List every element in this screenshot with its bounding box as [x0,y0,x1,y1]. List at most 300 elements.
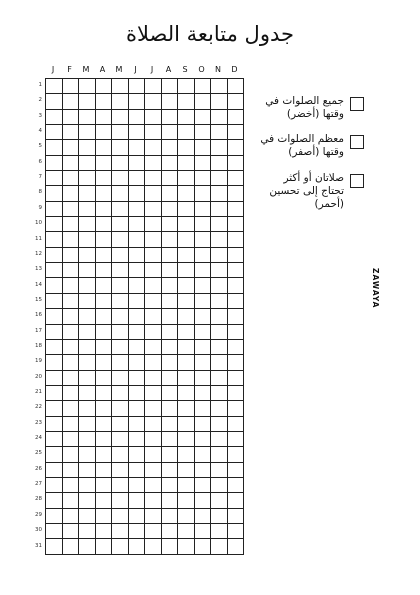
tracker-cell[interactable] [79,94,96,109]
tracker-cell[interactable] [145,171,162,186]
tracker-cell[interactable] [63,463,80,478]
tracker-cell[interactable] [79,371,96,386]
tracker-cell[interactable] [211,539,228,554]
tracker-cell[interactable] [195,202,212,217]
tracker-cell[interactable] [112,509,129,524]
tracker-cell[interactable] [63,417,80,432]
tracker-cell[interactable] [195,217,212,232]
tracker-cell[interactable] [211,217,228,232]
tracker-cell[interactable] [63,539,80,554]
tracker-cell[interactable] [129,294,146,309]
tracker-cell[interactable] [145,186,162,201]
tracker-cell[interactable] [63,79,80,94]
tracker-cell[interactable] [162,340,179,355]
tracker-cell[interactable] [46,248,63,263]
tracker-cell[interactable] [162,493,179,508]
tracker-cell[interactable] [228,248,245,263]
tracker-cell[interactable] [63,371,80,386]
tracker-cell[interactable] [79,447,96,462]
tracker-cell[interactable] [129,79,146,94]
tracker-cell[interactable] [63,524,80,539]
tracker-cell[interactable] [195,140,212,155]
tracker-cell[interactable] [145,509,162,524]
tracker-cell[interactable] [211,417,228,432]
tracker-cell[interactable] [129,509,146,524]
tracker-cell[interactable] [162,401,179,416]
tracker-cell[interactable] [79,294,96,309]
tracker-cell[interactable] [79,509,96,524]
tracker-cell[interactable] [178,140,195,155]
tracker-cell[interactable] [228,294,245,309]
tracker-cell[interactable] [195,478,212,493]
tracker-cell[interactable] [178,478,195,493]
tracker-cell[interactable] [178,294,195,309]
tracker-cell[interactable] [178,432,195,447]
tracker-cell[interactable] [211,371,228,386]
tracker-cell[interactable] [145,478,162,493]
tracker-cell[interactable] [228,202,245,217]
tracker-cell[interactable] [46,202,63,217]
tracker-cell[interactable] [195,493,212,508]
tracker-cell[interactable] [79,417,96,432]
tracker-cell[interactable] [129,432,146,447]
tracker-cell[interactable] [79,248,96,263]
tracker-cell[interactable] [79,156,96,171]
tracker-cell[interactable] [211,156,228,171]
tracker-cell[interactable] [129,278,146,293]
tracker-cell[interactable] [112,202,129,217]
tracker-cell[interactable] [46,186,63,201]
tracker-cell[interactable] [46,79,63,94]
tracker-cell[interactable] [112,539,129,554]
tracker-cell[interactable] [63,232,80,247]
tracker-cell[interactable] [145,417,162,432]
tracker-cell[interactable] [112,463,129,478]
tracker-cell[interactable] [79,325,96,340]
tracker-cell[interactable] [162,186,179,201]
tracker-cell[interactable] [228,171,245,186]
tracker-cell[interactable] [195,463,212,478]
tracker-cell[interactable] [228,125,245,140]
legend-checkbox[interactable] [350,135,364,149]
tracker-cell[interactable] [112,478,129,493]
tracker-cell[interactable] [63,171,80,186]
tracker-cell[interactable] [46,371,63,386]
tracker-cell[interactable] [228,447,245,462]
tracker-cell[interactable] [178,524,195,539]
tracker-cell[interactable] [211,524,228,539]
tracker-cell[interactable] [162,232,179,247]
tracker-cell[interactable] [211,325,228,340]
tracker-cell[interactable] [178,493,195,508]
tracker-cell[interactable] [178,371,195,386]
tracker-cell[interactable] [211,509,228,524]
tracker-cell[interactable] [129,171,146,186]
tracker-cell[interactable] [178,463,195,478]
tracker-cell[interactable] [129,401,146,416]
tracker-cell[interactable] [178,325,195,340]
tracker-cell[interactable] [46,125,63,140]
tracker-cell[interactable] [228,186,245,201]
tracker-cell[interactable] [112,110,129,125]
tracker-cell[interactable] [46,140,63,155]
tracker-cell[interactable] [145,202,162,217]
tracker-cell[interactable] [162,478,179,493]
tracker-cell[interactable] [96,79,113,94]
tracker-cell[interactable] [112,325,129,340]
tracker-cell[interactable] [112,217,129,232]
tracker-cell[interactable] [63,263,80,278]
tracker-cell[interactable] [228,94,245,109]
tracker-cell[interactable] [195,386,212,401]
tracker-cell[interactable] [79,110,96,125]
tracker-cell[interactable] [96,509,113,524]
tracker-cell[interactable] [46,94,63,109]
tracker-cell[interactable] [178,110,195,125]
tracker-cell[interactable] [195,417,212,432]
tracker-cell[interactable] [129,94,146,109]
tracker-cell[interactable] [112,125,129,140]
tracker-cell[interactable] [112,432,129,447]
tracker-cell[interactable] [162,309,179,324]
tracker-cell[interactable] [195,325,212,340]
tracker-cell[interactable] [195,232,212,247]
tracker-cell[interactable] [112,278,129,293]
tracker-cell[interactable] [96,309,113,324]
tracker-cell[interactable] [178,447,195,462]
tracker-cell[interactable] [211,202,228,217]
legend-checkbox[interactable] [350,174,364,188]
tracker-cell[interactable] [112,371,129,386]
tracker-cell[interactable] [228,493,245,508]
tracker-cell[interactable] [129,386,146,401]
tracker-cell[interactable] [162,509,179,524]
tracker-cell[interactable] [79,202,96,217]
tracker-cell[interactable] [96,371,113,386]
tracker-cell[interactable] [162,248,179,263]
tracker-cell[interactable] [195,156,212,171]
tracker-cell[interactable] [129,340,146,355]
tracker-cell[interactable] [46,325,63,340]
tracker-cell[interactable] [96,294,113,309]
tracker-cell[interactable] [145,94,162,109]
tracker-cell[interactable] [211,309,228,324]
tracker-cell[interactable] [178,309,195,324]
tracker-cell[interactable] [96,325,113,340]
tracker-cell[interactable] [178,539,195,554]
tracker-cell[interactable] [46,232,63,247]
tracker-cell[interactable] [228,278,245,293]
tracker-cell[interactable] [79,309,96,324]
tracker-cell[interactable] [162,156,179,171]
tracker-cell[interactable] [211,186,228,201]
tracker-cell[interactable] [211,263,228,278]
tracker-cell[interactable] [96,125,113,140]
tracker-cell[interactable] [195,524,212,539]
tracker-cell[interactable] [96,463,113,478]
tracker-cell[interactable] [129,263,146,278]
tracker-cell[interactable] [112,386,129,401]
tracker-cell[interactable] [228,110,245,125]
tracker-cell[interactable] [195,355,212,370]
tracker-cell[interactable] [112,294,129,309]
tracker-cell[interactable] [96,263,113,278]
tracker-cell[interactable] [228,539,245,554]
tracker-cell[interactable] [96,539,113,554]
tracker-cell[interactable] [195,79,212,94]
tracker-cell[interactable] [63,340,80,355]
tracker-cell[interactable] [195,248,212,263]
tracker-cell[interactable] [145,493,162,508]
tracker-cell[interactable] [211,478,228,493]
tracker-cell[interactable] [178,509,195,524]
tracker-cell[interactable] [228,432,245,447]
tracker-cell[interactable] [63,94,80,109]
tracker-cell[interactable] [228,478,245,493]
tracker-cell[interactable] [63,278,80,293]
tracker-cell[interactable] [195,94,212,109]
tracker-cell[interactable] [79,432,96,447]
tracker-cell[interactable] [211,94,228,109]
tracker-cell[interactable] [145,371,162,386]
tracker-cell[interactable] [195,309,212,324]
tracker-cell[interactable] [162,325,179,340]
tracker-cell[interactable] [162,125,179,140]
tracker-cell[interactable] [211,447,228,462]
tracker-cell[interactable] [228,509,245,524]
tracker-cell[interactable] [162,294,179,309]
tracker-cell[interactable] [79,493,96,508]
tracker-cell[interactable] [228,386,245,401]
tracker-cell[interactable] [178,340,195,355]
tracker-cell[interactable] [162,447,179,462]
tracker-cell[interactable] [178,79,195,94]
tracker-cell[interactable] [145,110,162,125]
tracker-cell[interactable] [63,447,80,462]
tracker-cell[interactable] [79,478,96,493]
tracker-cell[interactable] [63,202,80,217]
tracker-cell[interactable] [145,263,162,278]
tracker-cell[interactable] [211,432,228,447]
tracker-cell[interactable] [46,386,63,401]
tracker-cell[interactable] [145,386,162,401]
tracker-cell[interactable] [46,509,63,524]
tracker-cell[interactable] [129,539,146,554]
tracker-cell[interactable] [178,232,195,247]
tracker-cell[interactable] [129,186,146,201]
tracker-cell[interactable] [96,478,113,493]
tracker-cell[interactable] [162,432,179,447]
tracker-cell[interactable] [145,232,162,247]
tracker-cell[interactable] [178,263,195,278]
tracker-cell[interactable] [96,171,113,186]
tracker-cell[interactable] [79,79,96,94]
tracker-cell[interactable] [96,232,113,247]
tracker-cell[interactable] [195,432,212,447]
tracker-cell[interactable] [145,432,162,447]
tracker-cell[interactable] [129,309,146,324]
tracker-cell[interactable] [178,94,195,109]
tracker-cell[interactable] [63,432,80,447]
tracker-cell[interactable] [195,263,212,278]
tracker-cell[interactable] [228,79,245,94]
tracker-cell[interactable] [228,217,245,232]
tracker-cell[interactable] [112,263,129,278]
tracker-cell[interactable] [211,340,228,355]
tracker-cell[interactable] [162,171,179,186]
tracker-cell[interactable] [162,417,179,432]
tracker-cell[interactable] [211,401,228,416]
tracker-cell[interactable] [79,539,96,554]
tracker-cell[interactable] [112,524,129,539]
tracker-cell[interactable] [162,263,179,278]
tracker-cell[interactable] [79,263,96,278]
tracker-cell[interactable] [211,493,228,508]
tracker-cell[interactable] [79,125,96,140]
tracker-cell[interactable] [228,463,245,478]
tracker-cell[interactable] [46,401,63,416]
tracker-cell[interactable] [46,524,63,539]
tracker-cell[interactable] [228,340,245,355]
tracker-cell[interactable] [162,463,179,478]
tracker-cell[interactable] [211,232,228,247]
tracker-cell[interactable] [195,401,212,416]
tracker-cell[interactable] [112,417,129,432]
tracker-cell[interactable] [79,186,96,201]
tracker-cell[interactable] [145,355,162,370]
tracker-cell[interactable] [162,524,179,539]
tracker-cell[interactable] [211,463,228,478]
tracker-cell[interactable] [195,509,212,524]
tracker-cell[interactable] [129,493,146,508]
tracker-cell[interactable] [96,447,113,462]
tracker-cell[interactable] [96,417,113,432]
tracker-cell[interactable] [228,355,245,370]
tracker-cell[interactable] [195,371,212,386]
tracker-cell[interactable] [46,463,63,478]
tracker-cell[interactable] [96,278,113,293]
tracker-cell[interactable] [228,401,245,416]
tracker-cell[interactable] [63,509,80,524]
tracker-cell[interactable] [63,325,80,340]
tracker-cell[interactable] [195,294,212,309]
tracker-cell[interactable] [145,156,162,171]
tracker-cell[interactable] [129,156,146,171]
tracker-cell[interactable] [145,278,162,293]
tracker-cell[interactable] [162,278,179,293]
tracker-cell[interactable] [129,232,146,247]
tracker-cell[interactable] [63,248,80,263]
tracker-cell[interactable] [46,493,63,508]
tracker-cell[interactable] [79,171,96,186]
tracker-cell[interactable] [195,171,212,186]
tracker-cell[interactable] [178,248,195,263]
tracker-cell[interactable] [162,386,179,401]
tracker-cell[interactable] [162,217,179,232]
tracker-cell[interactable] [178,171,195,186]
tracker-cell[interactable] [228,325,245,340]
tracker-cell[interactable] [162,140,179,155]
tracker-cell[interactable] [211,79,228,94]
tracker-cell[interactable] [63,386,80,401]
tracker-cell[interactable] [129,355,146,370]
tracker-cell[interactable] [46,263,63,278]
tracker-cell[interactable] [195,340,212,355]
tracker-cell[interactable] [63,493,80,508]
tracker-cell[interactable] [145,79,162,94]
tracker-cell[interactable] [145,217,162,232]
tracker-cell[interactable] [162,539,179,554]
tracker-cell[interactable] [46,156,63,171]
tracker-cell[interactable] [79,232,96,247]
tracker-cell[interactable] [228,232,245,247]
tracker-cell[interactable] [112,79,129,94]
tracker-cell[interactable] [129,140,146,155]
tracker-cell[interactable] [129,417,146,432]
tracker-cell[interactable] [145,325,162,340]
tracker-cell[interactable] [228,309,245,324]
tracker-cell[interactable] [145,463,162,478]
tracker-cell[interactable] [145,125,162,140]
tracker-cell[interactable] [63,140,80,155]
tracker-cell[interactable] [96,493,113,508]
tracker-cell[interactable] [79,463,96,478]
tracker-cell[interactable] [211,386,228,401]
tracker-cell[interactable] [63,401,80,416]
tracker-cell[interactable] [63,478,80,493]
tracker-cell[interactable] [145,340,162,355]
tracker-cell[interactable] [63,186,80,201]
tracker-cell[interactable] [63,125,80,140]
tracker-cell[interactable] [228,524,245,539]
tracker-cell[interactable] [46,309,63,324]
tracker-cell[interactable] [96,217,113,232]
tracker-cell[interactable] [46,340,63,355]
tracker-cell[interactable] [79,524,96,539]
tracker-cell[interactable] [46,217,63,232]
tracker-cell[interactable] [195,125,212,140]
tracker-cell[interactable] [112,232,129,247]
tracker-cell[interactable] [162,355,179,370]
tracker-cell[interactable] [129,217,146,232]
tracker-cell[interactable] [96,401,113,416]
tracker-cell[interactable] [79,355,96,370]
tracker-cell[interactable] [96,524,113,539]
tracker-cell[interactable] [211,248,228,263]
tracker-cell[interactable] [112,340,129,355]
tracker-cell[interactable] [195,186,212,201]
tracker-cell[interactable] [178,278,195,293]
tracker-cell[interactable] [129,463,146,478]
tracker-cell[interactable] [211,278,228,293]
tracker-cell[interactable] [96,340,113,355]
tracker-cell[interactable] [96,140,113,155]
tracker-cell[interactable] [79,278,96,293]
tracker-cell[interactable] [63,309,80,324]
tracker-cell[interactable] [96,94,113,109]
tracker-cell[interactable] [162,79,179,94]
tracker-cell[interactable] [228,140,245,155]
tracker-cell[interactable] [178,156,195,171]
tracker-cell[interactable] [96,110,113,125]
legend-checkbox[interactable] [350,97,364,111]
tracker-cell[interactable] [63,156,80,171]
tracker-cell[interactable] [129,248,146,263]
tracker-cell[interactable] [96,355,113,370]
tracker-cell[interactable] [178,417,195,432]
tracker-cell[interactable] [79,340,96,355]
tracker-cell[interactable] [79,401,96,416]
